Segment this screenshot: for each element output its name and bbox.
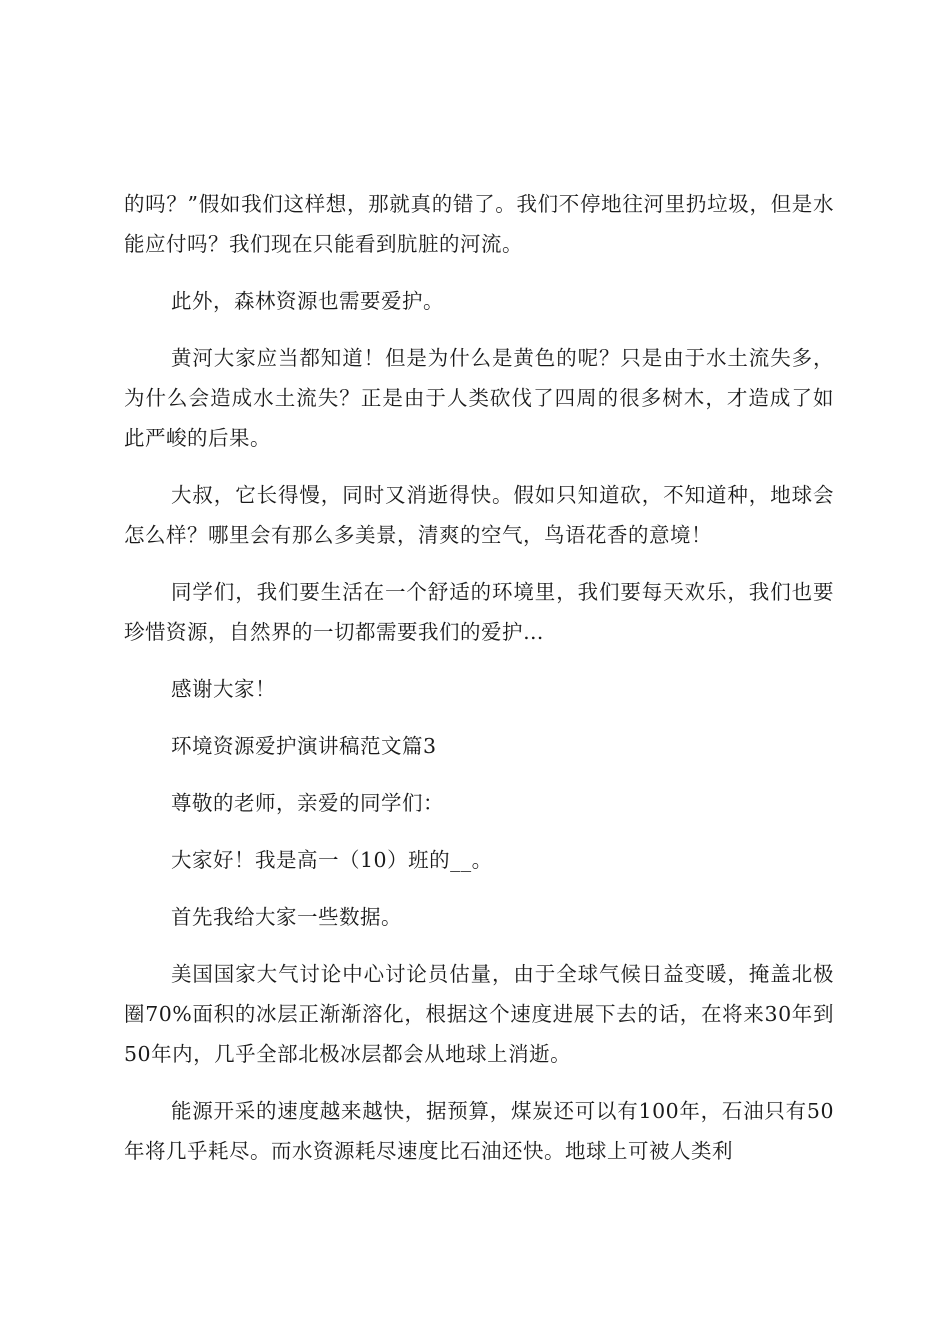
paragraph-continuation: 的吗？”假如我们这样想，那就真的错了。我们不停地往河里扔垃圾，但是水能应付吗？我们现在只能看到肮脏的河流。	[124, 192, 834, 256]
paragraph-greeting: 大家好！我是高一（10）班的__。	[171, 848, 493, 872]
paragraph-forest-intro: 此外，森林资源也需要爱护。	[171, 289, 444, 313]
section-heading: 环境资源爱护演讲稿范文篇3	[171, 734, 437, 758]
paragraph-data-intro: 首先我给大家一些数据。	[171, 905, 402, 929]
document-body	[124, 184, 834, 1188]
paragraph-energy: 能源开采的速度越来越快，据预算，煤炭还可以有100年，石油只有50年将几乎耗尽。而水资源耗尽速度比石油还快。地球上可被人类利	[124, 1099, 834, 1163]
paragraph-salutation: 尊敬的老师，亲爱的同学们：	[171, 791, 444, 815]
paragraph-classmates: 同学们，我们要生活在一个舒适的环境里，我们要每天欢乐，我们也要珍惜资源，自然界的一切都需要我们的爱护…	[124, 580, 834, 644]
paragraph-thanks: 感谢大家！	[171, 677, 276, 701]
paragraph-arctic-ice: 美国国家大气讨论中心讨论员估量，由于全球气候日益变暖，掩盖北极圈70%面积的冰层正渐渐溶化，根据这个速度进展下去的话，在将来30年到50年内，几乎全部北极冰层都会从地球上消逝。	[124, 962, 834, 1066]
paragraph-yellow-river: 黄河大家应当都知道！但是为什么是黄色的呢？只是由于水土流失多，为什么会造成水土流失？正是由于人类砍伐了四周的很多树木，才造成了如此严峻的后果。	[124, 346, 834, 450]
paragraph-trees: 大叔，它长得慢，同时又消逝得快。假如只知道砍，不知道种，地球会怎么样？哪里会有那么多美景，清爽的空气，鸟语花香的意境！	[124, 483, 834, 547]
